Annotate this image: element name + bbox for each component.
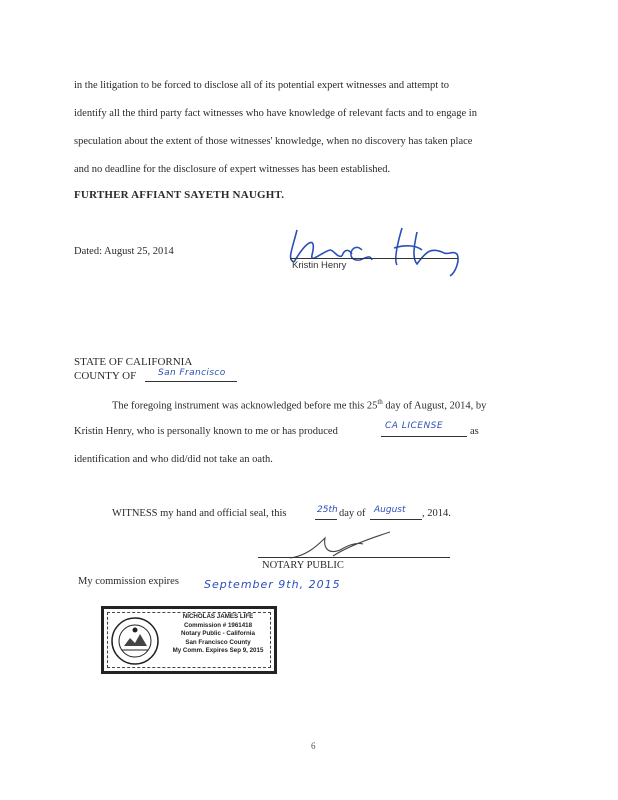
notary-stamp — [101, 606, 277, 674]
signer-name: Kristin Henry — [292, 260, 347, 271]
page-number: 6 — [311, 741, 316, 751]
ack-text-a: The foregoing instrument was acknowledged before me this 25 — [112, 400, 378, 412]
witness-day-line — [315, 519, 337, 520]
notary-public-label: NOTARY PUBLIC — [262, 560, 344, 571]
state-seal-icon — [110, 616, 160, 666]
signature-image — [282, 220, 482, 280]
paragraph-line-1: in the litigation to be forced to disclose all of its potential expert witnesses and attempt to — [74, 80, 449, 91]
stamp-line-5: My Comm. Expires Sep 9, 2015 — [172, 647, 264, 655]
ack-line-1 — [112, 398, 486, 412]
stamp-text-block — [164, 613, 272, 656]
stamp-line-3: Notary Public - California — [181, 630, 255, 638]
county-handwritten: San Francisco — [158, 368, 226, 378]
witness-day-handwritten: 25th — [317, 505, 338, 515]
license-line — [381, 436, 467, 437]
signature-line — [290, 258, 458, 259]
license-handwritten: CA LICENSE — [385, 421, 444, 431]
paragraph-line-4: and no deadline for the disclosure of expert witnesses has been established. — [74, 164, 391, 175]
ack-line-2-as: as — [470, 426, 479, 437]
witness-month-handwritten: August — [374, 505, 406, 515]
stamp-line-1: NICHOLAS JAMES LIFE — [182, 613, 254, 620]
witness-text-b: day of — [339, 508, 366, 519]
affiant-heading: FURTHER AFFIANT SAYETH NAUGHT. — [74, 189, 285, 201]
dated-line: Dated: August 25, 2014 — [74, 246, 174, 257]
commission-label: My commission expires — [78, 576, 179, 587]
notary-line — [258, 557, 450, 558]
paragraph-line-3: speculation about the extent of those witnesses' knowledge, when no discovery has taken place — [74, 136, 473, 147]
notary-signature-image — [285, 528, 395, 564]
commission-handwritten: September 9th, 2015 — [204, 578, 341, 591]
ack-line-3: identification and who did/did not take an oath. — [74, 454, 273, 465]
ack-line-2-text: Kristin Henry, who is personally known to me or has produced — [74, 426, 338, 437]
ack-text-b: day of August, 2014, by — [382, 400, 487, 412]
witness-month-line — [370, 519, 422, 520]
stamp-line-4: San Francisco County — [185, 638, 251, 646]
state-label: STATE OF CALIFORNIA — [74, 356, 193, 368]
witness-text-a: WITNESS my hand and official seal, this — [112, 508, 287, 519]
paragraph-line-2: identify all the third party fact witnesses who have knowledge of relevant facts and to engage in — [74, 108, 477, 119]
ack-superscript: th — [377, 398, 383, 406]
county-line — [145, 381, 237, 382]
county-label: COUNTY OF — [74, 370, 137, 382]
witness-text-c: , 2014. — [422, 508, 451, 519]
stamp-line-2: Commission # 1961418 — [183, 621, 253, 629]
